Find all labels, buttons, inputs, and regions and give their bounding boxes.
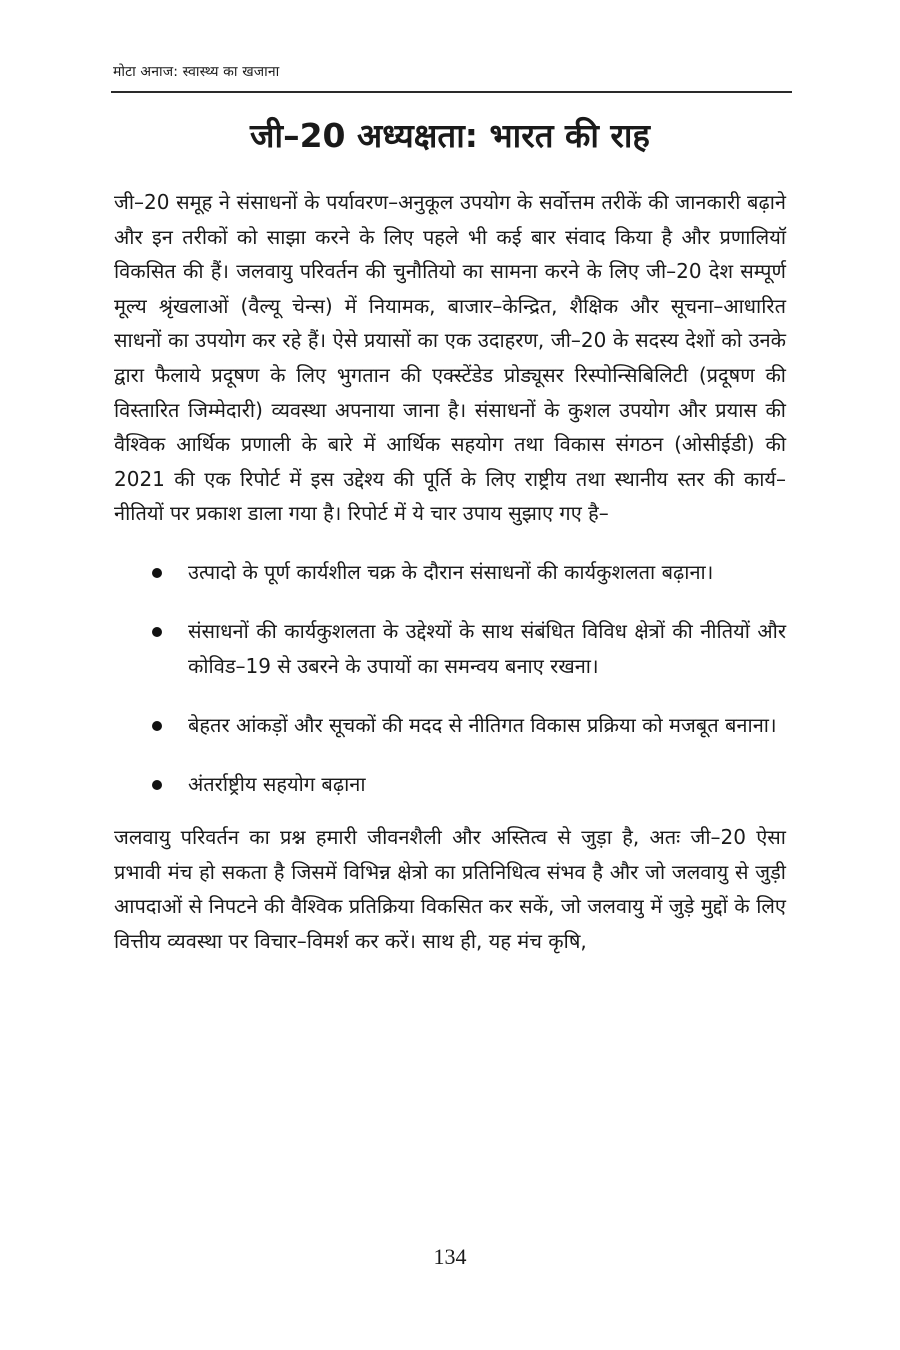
bullet-icon [152,627,162,637]
list-item-text: अंतर्राष्ट्रीय सहयोग बढ़ाना [188,771,366,796]
list-item-text: उत्पादो के पूर्ण कार्यशील चक्र के दौरान संसाधनों की कार्यकुशलता बढ़ाना। [188,559,714,584]
body-paragraph-1: जी–20 समूह ने संसाधनों के पर्यावरण–अनुकूल उपयोग के सर्वोत्तम तरीकें की जानकारी बढ़ाने और इन तरीकों को साझा करने के लिए पहले भी कई बार संवाद किया है और प्रणालियॉ विकसित की हैं। जलवायु परिवर्तन की चुनौतियो का सामना करने के लिए जी–20 देश सम्पूर्ण मूल्य श्रृंखलाओं (वैल्यू चेन्स) में नियामक, बाजार–केन्द्रित, शैक्षिक और सूचना–आधारित साधनों का उपयोग कर रहे हैं। ऐसे प्रयासों का एक उदाहरण, जी–20 के सदस्य देशों को उनके द्वारा फैलाये प्रदूषण के लिए भुगतान की एक्स्टेंडेड प्रोड्यूसर रिस्पोन्सिबिलिटी (प्रदूषण की विस्तारित जिम्मेदारी) व्यवस्था अपनाया जाना है। संसाधनों के कुशल उपयोग और प्रयास की वैश्विक आर्थिक प्रणाली के बारे में आर्थिक सहयोग तथा विकास संगठन (ओसीईडी) की 2021 की एक रिपोर्ट में इस उद्देश्य की पूर्ति के लिए राष्ट्रीय तथा स्थानीय स्तर की कार्य–नीतियों पर प्रकाश डाला गया है। रिपोर्ट में ये चार उपाय सुझाए गए है– [114,190,786,526]
list-item [114,767,786,802]
main-content [114,185,786,958]
body-paragraph-2: जलवायु परिवर्तन का प्रश्न हमारी जीवनशैली और अस्तित्व से जुड़ा है, अतः जी–20 ऐसा प्रभावी मंच हो सकता है जिसमें विभिन्न क्षेत्रो का प्रतिनिधित्व संभव है और जो जलवायु से जुड़ी आपदाओं से निपटने की वैश्विक प्रतिक्रिया विकसित कर सकें, जो जलवायु में जुड़े मुद्दों के लिए वित्तीय व्यवस्था पर विचार–विमर्श कर करें। साथ ही, यह मंच कृषि, [114,824,786,953]
bullet-icon [152,721,162,731]
list-item-text: बेहतर आंकड़ों और सूचकों की मदद से नीतिगत विकास प्रक्रिया को मजबूत बनाना। [188,712,777,737]
bullet-icon [152,780,162,790]
header-divider [111,91,792,93]
list-item [114,708,786,743]
page-number: 134 [433,1244,467,1269]
measures-list [114,555,786,802]
bullet-icon [152,568,162,578]
chapter-title: जी–20 अध्यक्षता: भारत की राह [250,116,650,155]
list-item [114,555,786,590]
list-item-text: संसाधनों की कार्यकुशलता के उद्देश्यों के साथ संबंधित विविध क्षेत्रों की नीतियों और कोविड–19 से उबरने के उपायों का समन्वय बनाए रखना। [188,618,786,678]
running-header: मोटा अनाज: स्वास्थ्य का खजाना [113,64,280,80]
list-item [114,614,786,684]
